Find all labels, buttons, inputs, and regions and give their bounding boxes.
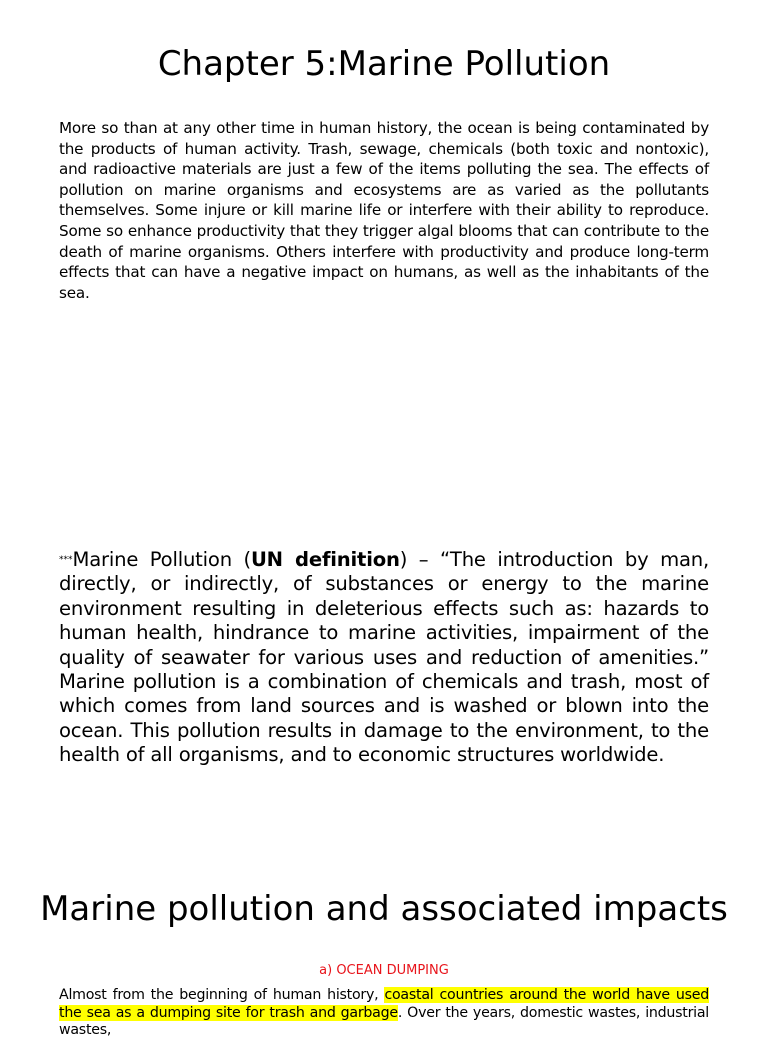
asterisk-marker: *** (59, 555, 73, 565)
un-definition-paragraph (59, 548, 709, 768)
definition-text: ) – “The introduction by man, directly, or indirectly, of substances or energy to the marine environment resulting in deleterious effects such as: hazards to human health, hindrance to marine activities, impairment of the quality of seawater for various uses and reduction of amenities.” Marine pollution is a combination of chemicals and trash, most of which comes from land sources and is washed or blown into the ocean. This pollution results in damage to the environment, to the health of all organisms, and to economic structures worldwide. (59, 548, 710, 767)
body-text-after: . Over the years, domestic wastes, industrial wastes, (59, 1004, 709, 1038)
definition-lead: Marine Pollution ( (72, 548, 251, 571)
highlighted-text: coastal countries around the world have used the sea as a dumping site for trash and garbage (59, 987, 709, 1021)
body-text-before: Almost from the beginning of human history, (59, 987, 385, 1003)
ocean-dumping-paragraph (59, 987, 709, 1040)
subsection-heading: a) OCEAN DUMPING (319, 963, 449, 978)
page-title: Chapter 5:Marine Pollution (157, 44, 611, 84)
definition-bold-term: UN definition (250, 548, 400, 571)
intro-paragraph: More so than at any other time in human history, the ocean is being contaminated by the products of human activity. Trash, sewage, chemicals (both toxic and nontoxic), and radioactive materials are just a few of the items polluting the sea. The effects of pollution on marine organisms and ecosystems are as varied as the pollutants themselves. Some injure or kill marine life or interfere with their ability to reproduce. Some so enhance productivity that they trigger algal blooms that can contribute to the death of marine organisms. Others interfere with productivity and produce long-term effects that can have a negative impact on humans, as well as the inhabitants of the sea. (59, 119, 709, 302)
section-heading: Marine pollution and associated impacts (40, 889, 728, 929)
